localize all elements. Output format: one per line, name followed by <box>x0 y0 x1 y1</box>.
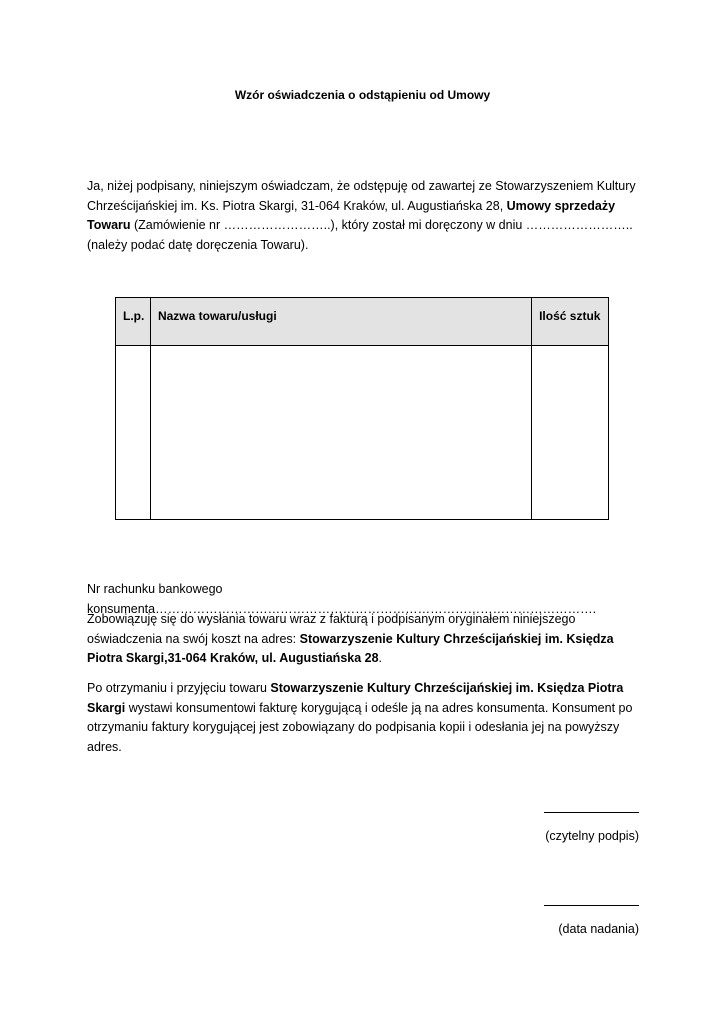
header-quantity: Ilość sztuk <box>532 298 609 346</box>
after-text-2: wystawi konsumentowi fakturę korygującą i odeśle ją na adres konsumenta. Konsument po otrzymaniu faktury korygującej jest zobowiązany do podpisania kopii i odesłania jej na powyższy adres. <box>87 700 633 754</box>
send-date-caption: (data nadania) <box>558 922 639 936</box>
header-item-name: Nazwa towaru/usługi <box>150 298 531 346</box>
return-shipping-paragraph <box>87 610 647 669</box>
signature-line <box>544 812 639 813</box>
signature-caption: (czytelny podpis) <box>545 829 639 843</box>
cell-quantity <box>532 346 609 520</box>
send-date-line <box>544 905 639 906</box>
header-lp: L.p. <box>116 298 151 346</box>
intro-bold-contract: Umowy sprzedaży Towaru <box>87 198 616 232</box>
intro-text-2: (Zamówienie nr ……………………..), który został mi doręczony w dniu ……………………..(należy podać datę doręczenia Towaru). <box>87 218 633 252</box>
intro-paragraph <box>87 177 647 255</box>
intro-text-1: Ja, niżej podpisany, niniejszym oświadczam, że odstępuję od zawartej ze Stowarzyszeniem Kultury Chrześcijańskiej im. Ks. Piotra Skargi, 31-064 Kraków, ul. Augustiańska 28, <box>87 179 636 213</box>
table-header-row <box>116 298 609 346</box>
after-text-1: Po otrzymaniu i przyjęciu towaru <box>87 681 271 695</box>
send-text-2: . <box>378 651 383 665</box>
goods-table <box>115 297 609 520</box>
send-text-1: Zobowiązuję się do wysłania towaru wraz z fakturą i podpisanym oryginałem niniejszego oświadczenia na swój koszt na adres: <box>87 612 576 646</box>
after-bold-association: Stowarzyszenie Kultury Chrześcijańskiej im. Księdza Piotra Skargi <box>87 681 624 715</box>
table-row <box>116 346 609 520</box>
cell-item-name <box>150 346 531 520</box>
bank-account-line: Nr rachunku bankowego konsumenta……………………………………………………………………………………………. <box>87 582 597 616</box>
document-title: Wzór oświadczenia o odstąpieniu od Umowy <box>234 88 491 102</box>
send-bold-address: Stowarzyszenie Kultury Chrześcijańskiej im. Księdza Piotra Skargi,31-064 Kraków, ul. Augustiańska 28 <box>87 631 614 665</box>
corrective-invoice-paragraph <box>87 679 647 757</box>
cell-lp <box>116 346 151 520</box>
